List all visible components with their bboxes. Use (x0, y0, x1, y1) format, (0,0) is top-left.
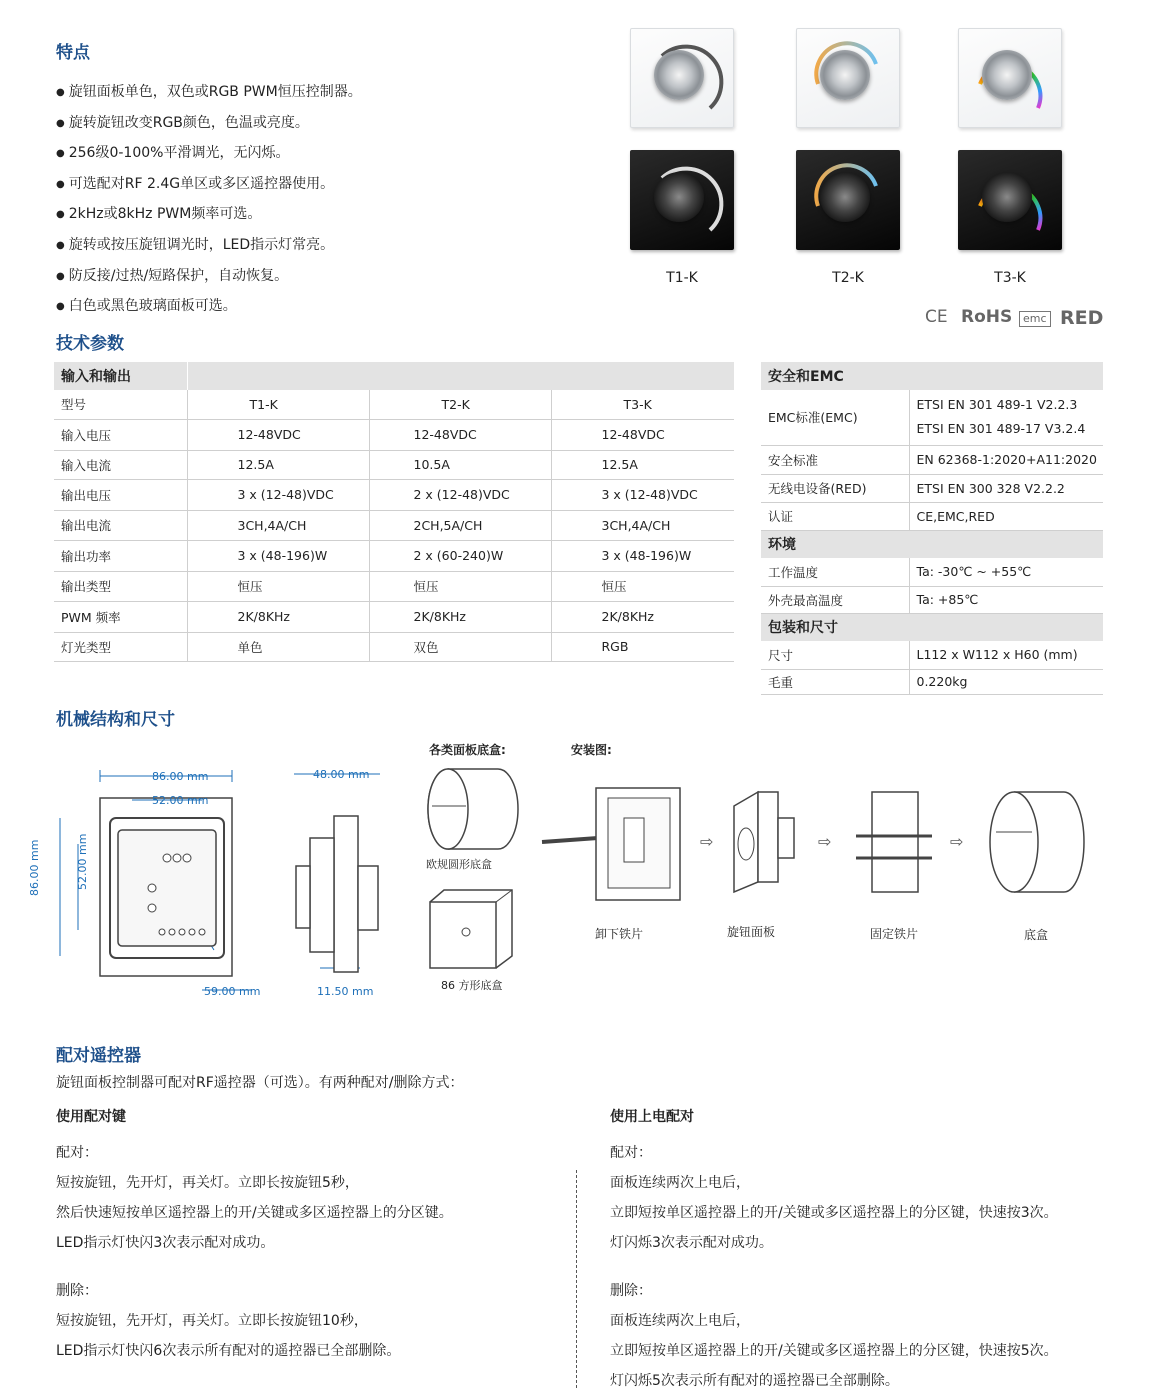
table-cell: 12-48VDC (369, 419, 551, 450)
table-cell: 2K/8KHz (187, 601, 369, 632)
table-header: T3-K (551, 390, 734, 419)
pairing-title: 配对遥控器 (56, 1046, 141, 1066)
product-label: T2-K (832, 270, 864, 286)
round-box-caption: 欧规圆形底盒 (426, 858, 492, 871)
table-cell: 2 x (60-240)W (369, 540, 551, 571)
product-label: T1-K (666, 270, 698, 286)
table-cell: 2 x (12-48)VDC (369, 479, 551, 510)
pair-line: 面板连续两次上电后， (610, 1175, 750, 1191)
table-cell: 12-48VDC (551, 419, 734, 450)
table-cell: Ta: -30℃ ~ +55℃ (909, 558, 1103, 586)
table-cell: 输出电压 (54, 479, 187, 510)
table-cell: PWM 频率 (54, 601, 187, 632)
dim-width-52: 52.00 mm (152, 794, 209, 807)
table-cell: 恒压 (551, 571, 734, 601)
table-cell: 恒压 (369, 571, 551, 601)
io-spec-table (54, 362, 734, 662)
table-cell: 毛重 (761, 669, 909, 694)
square-box-drawing (424, 886, 520, 976)
emc-value: ETSI EN 301 489-1 V2.2.3 (916, 397, 1078, 413)
emc-mark-icon: emc (1019, 311, 1051, 327)
table-cell: 无线电设备(RED) (761, 474, 909, 502)
dim-height-52: 52.00 mm (76, 833, 89, 890)
table-cell: 3CH,4A/CH (551, 510, 734, 540)
square-box-caption: 86 方形底盒 (441, 979, 503, 992)
feature-item: ● 防反接/过热/短路保护，自动恢复。 (56, 262, 362, 293)
emc-value: ETSI EN 301 489-17 V3.2.4 (916, 421, 1086, 437)
table-cell: 12.5A (187, 450, 369, 479)
pair-line: 短按旋钮，先开灯，再关灯。立即长按旋钮5秒， (56, 1175, 359, 1191)
features-title: 特点 (56, 43, 90, 63)
feature-item: ● 256级0-100%平滑调光，无闪烁。 (56, 139, 362, 170)
product-label: T3-K (994, 270, 1026, 286)
table-cell (909, 390, 1103, 445)
rohs-mark-icon: RoHS (961, 307, 1013, 327)
step-remove-plate-drawing (538, 780, 688, 910)
step-label: 底盒 (1024, 928, 1049, 942)
arrow-right-icon: ⇨ (818, 832, 832, 851)
dim-diagonal-59: 59.00 mm (204, 985, 261, 998)
table-cell: 安全标准 (761, 445, 909, 474)
black-panel-image (796, 150, 900, 250)
delete-line: 灯闪烁5次表示所有配对的遥控器已全部删除。 (610, 1373, 899, 1389)
knob-icon (654, 50, 704, 100)
pair-line: 立即短按单区遥控器上的开/关键或多区遥控器上的分区键，快速按3次。 (610, 1205, 1058, 1221)
feature-item: ● 旋转或按压旋钮调光时，LED指示灯常亮。 (56, 231, 362, 262)
io-table-title: 输入和输出 (54, 362, 187, 390)
table-cell: 2CH,5A/CH (369, 510, 551, 540)
table-cell: 10.5A (369, 450, 551, 479)
table-cell: 工作温度 (761, 558, 909, 586)
table-cell: 3 x (12-48)VDC (187, 479, 369, 510)
step-label: 固定铁片 (870, 927, 919, 941)
table-cell: 12.5A (551, 450, 734, 479)
ce-mark-icon: CE (925, 307, 948, 327)
table-cell: 外壳最高温度 (761, 586, 909, 613)
table-cell: 单色 (187, 632, 369, 661)
table-cell: 2K/8KHz (551, 601, 734, 632)
table-cell: 12-48VDC (187, 419, 369, 450)
table-header: 型号 (54, 390, 187, 419)
safety-table-title: 安全和EMC (761, 362, 1103, 390)
env-table-title: 环境 (761, 530, 1103, 558)
red-mark-icon: RED (1060, 307, 1104, 329)
delete-line: 短按旋钮，先开灯，再关灯。立即长按旋钮10秒， (56, 1313, 368, 1329)
install-title: 安装图: (571, 743, 612, 757)
pairing-left-title: 使用配对键 (56, 1109, 126, 1125)
step-bottom-box-drawing (986, 788, 1086, 900)
table-cell: 2K/8KHz (369, 601, 551, 632)
features-list (56, 78, 362, 323)
pair-label: 配对： (56, 1145, 98, 1161)
table-cell: 恒压 (187, 571, 369, 601)
specs-title: 技术参数 (56, 334, 124, 354)
dim-depth-48: 48.00 mm (313, 768, 370, 781)
table-cell: ETSI EN 300 328 V2.2.2 (909, 474, 1103, 502)
feature-item: ● 旋钮面板单色，双色或RGB PWM恒压控制器。 (56, 78, 362, 109)
step-label: 旋钮面板 (727, 925, 776, 939)
table-cell: 输入电流 (54, 450, 187, 479)
delete-line: 面板连续两次上电后， (610, 1313, 750, 1329)
mech-title: 机械结构和尺寸 (56, 710, 175, 730)
safety-spec-table (761, 362, 1103, 695)
table-header: T2-K (369, 390, 551, 419)
table-cell: 尺寸 (761, 641, 909, 669)
knob-icon (820, 172, 870, 222)
white-panel-image (630, 28, 734, 128)
arrow-right-icon: ⇨ (950, 832, 964, 851)
arrow-right-icon: ⇨ (700, 832, 714, 851)
pair-line: 灯闪烁3次表示配对成功。 (610, 1235, 773, 1251)
pair-line: 然后快速短按单区遥控器上的开/关键或多区遥控器上的分区键。 (56, 1205, 453, 1221)
dim-width-86: 86.00 mm (152, 770, 209, 783)
pairing-intro: 旋钮面板控制器可配对RF遥控器（可选）。有两种配对/删除方式： (56, 1075, 464, 1091)
knob-icon (820, 50, 870, 100)
side-view-drawing (290, 760, 390, 1000)
black-panel-image (958, 150, 1062, 250)
table-cell: 3CH,4A/CH (187, 510, 369, 540)
white-panel-image (796, 28, 900, 128)
delete-label: 删除： (56, 1283, 98, 1299)
feature-item: ● 2kHz或8kHz PWM频率可选。 (56, 200, 362, 231)
knob-icon (982, 172, 1032, 222)
knob-icon (982, 50, 1032, 100)
pairing-right-block (610, 1138, 1058, 1396)
delete-line: LED指示灯快闪6次表示所有配对的遥控器已全部删除。 (56, 1343, 401, 1359)
feature-item: ● 可选配对RF 2.4G单区或多区遥控器使用。 (56, 170, 362, 201)
dim-height-86: 86.00 mm (28, 839, 41, 896)
pairing-right-title: 使用上电配对 (610, 1109, 694, 1125)
table-header: T1-K (187, 390, 369, 419)
table-cell: CE,EMC,RED (909, 502, 1103, 530)
table-cell: 输入电压 (54, 419, 187, 450)
table-cell: EN 62368-1:2020+A11:2020 (909, 445, 1103, 474)
pair-label: 配对： (610, 1145, 652, 1161)
table-cell: 双色 (369, 632, 551, 661)
step-knob-panel-drawing (730, 788, 802, 898)
pack-table-title: 包装和尺寸 (761, 613, 1103, 641)
pair-line: LED指示灯快闪3次表示配对成功。 (56, 1235, 275, 1251)
table-cell: 输出类型 (54, 571, 187, 601)
table-cell: Ta: +85℃ (909, 586, 1103, 613)
boxes-title: 各类面板底盒: (429, 743, 506, 757)
table-cell: 输出电流 (54, 510, 187, 540)
table-cell: 3 x (48-196)W (551, 540, 734, 571)
white-panel-image (958, 28, 1062, 128)
feature-item: ● 白色或黑色玻璃面板可选。 (56, 292, 362, 323)
step-label: 卸下铁片 (595, 927, 644, 941)
pairing-left-block (56, 1138, 453, 1366)
dim-depth-11: 11.50 mm (317, 985, 374, 998)
knob-icon (654, 172, 704, 222)
round-box-drawing (424, 766, 520, 856)
table-cell: 3 x (48-196)W (187, 540, 369, 571)
column-divider (576, 1170, 577, 1388)
table-cell: L112 x W112 x H60 (mm) (909, 641, 1103, 669)
step-fix-plate-drawing (854, 786, 934, 898)
table-cell: 0.220kg (909, 669, 1103, 694)
feature-item: ● 旋转旋钮改变RGB颜色，色温或亮度。 (56, 109, 362, 140)
delete-label: 删除： (610, 1283, 652, 1299)
table-cell: EMC标准(EMC) (761, 390, 909, 445)
black-panel-image (630, 150, 734, 250)
table-cell: RGB (551, 632, 734, 661)
table-cell: 输出功率 (54, 540, 187, 571)
table-cell: 3 x (12-48)VDC (551, 479, 734, 510)
table-cell: 灯光类型 (54, 632, 187, 661)
delete-line: 立即短按单区遥控器上的开/关键或多区遥控器上的分区键，快速按5次。 (610, 1343, 1058, 1359)
table-cell: 认证 (761, 502, 909, 530)
